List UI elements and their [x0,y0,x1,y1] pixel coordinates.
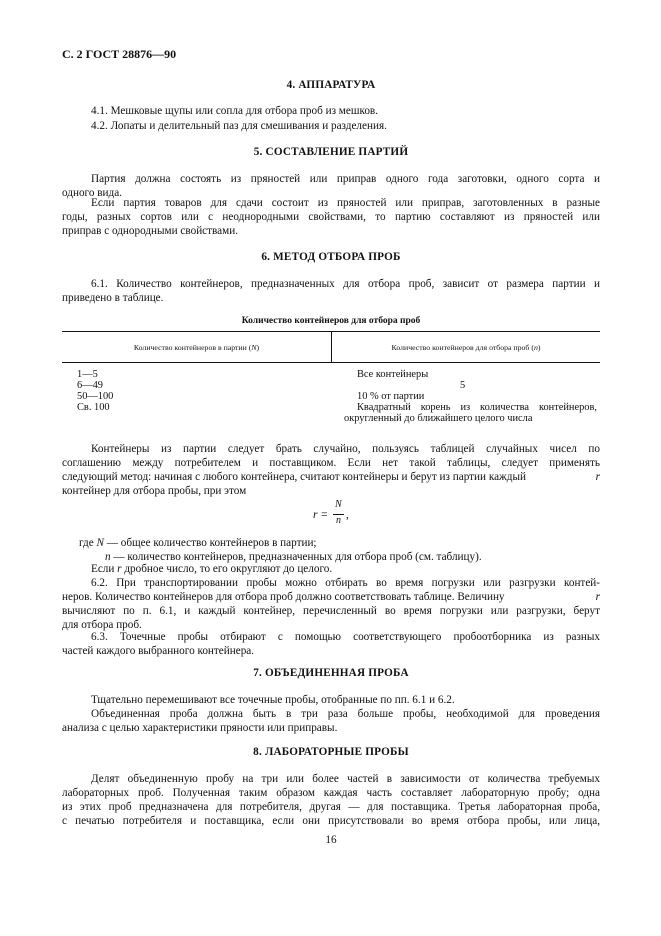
sec5-line-5: приправ с однородными свойствами. [62,225,238,237]
clause-6-2-line-2-var: r [595,591,600,603]
table-caption: Количество контейнеров для отбора проб [241,316,421,326]
section-5-title: 5. СОСТАВЛЕНИЕ ПАРТИЙ [253,146,409,158]
table-cell-left-3: 50—100 [77,391,114,402]
table-cell-right-3: 10 % от партии [357,391,425,402]
clause-6-2-line-3: вычисляют по п. 6.1, и каждый контейнер, перечисленный во время погрузки или разгрузки, берут [62,605,600,617]
clause-6-3-line-1: 6.3. Точечные пробы отбирают с помощью соответствующего пробоотборника из разных [91,631,600,643]
sec5-line-4: годы, разных сортов или с неоднородными свойствами, то партию составляют из пряностей или [62,211,600,223]
sec5-line-2: одного вида. [62,187,122,199]
sec7-line-1: Тщательно перемешивают все точечные пробы, отобранные по пп. 6.1 и 6.2. [91,694,455,706]
clause-6-2-line-4: для отбора проб. [62,619,142,631]
clause-6-2-line-1: 6.2. При транспортировании пробы можно отбирать во время погрузки или разгрузки контей- [91,577,600,589]
sec7-line-3: анализа с целью характеристики пряности или приправы. [62,722,338,734]
para-random-3 [62,470,600,484]
sec8-line-4: с печатью потребителя и поставщика, если они присутствовали во время отбора пробы, или лица, [62,815,600,827]
sec5-line-1: Партия должна состоять из пряностей или приправ одного года заготовки, одного сорта и [91,173,600,185]
table-cell-left-2: 6—49 [77,380,103,391]
section-4-title: 4. АППАРАТУРА [286,79,376,91]
para-random-2: соглашению между потребителем и поставщиком. Если нет такой таблицы, следует применять [62,457,600,469]
formula-denominator: n [336,515,341,526]
sec5-line-3: Если партия товаров для сдачи состоит из пряностей или приправ, заготовленных в разные [91,197,600,209]
para-random-3-text: следующий метод: начиная с любого контейнера, считают контейнеры и берут из партии каждый [62,471,526,483]
table-cell-left-4: Св. 100 [77,402,110,413]
clause-4-2: 4.2. Лопаты и делительный паз для смешивания и разделения. [91,120,387,132]
table-header-rule [62,362,600,363]
sec7-line-2: Объединенная проба должна быть в три раза больше пробы, необходимой для проведения [91,708,600,720]
table-cell-right-4a: Квадратный корень из количества контейнеров, [357,402,597,413]
table-cell-right-1: Все контейнеры [357,369,429,380]
formula-lhs: r = [313,509,329,521]
section-7-title: 7. ОБЪЕДИНЕННАЯ ПРОБА [253,667,409,679]
section-6-title: 6. МЕТОД ОТБОРА ПРОБ [261,251,401,263]
page-number: 16 [325,834,337,846]
where-line-3: Если r дробное число, то его округляют до целого. [91,563,333,575]
table-cell-right-4b: округленный до ближайшего целого числа [344,413,533,424]
sec8-line-1: Делят объединенную пробу на три или более частей в зависимости от количества требуемых [91,773,600,785]
formula-comma: , [346,509,349,521]
clause-6-1-line-2: приведено в таблице. [62,292,164,304]
clause-6-3-line-2: частей каждого выбранного контейнера. [62,645,255,657]
section-8-title: 8. ЛАБОРАТОРНЫЕ ПРОБЫ [253,746,409,758]
clause-4-1: 4.1. Мешковые щупы или сопла для отбора проб из мешков. [91,105,378,117]
clause-6-1-line-1: 6.1. Количество контейнеров, предназначенных для отбора проб, зависит от размера партии и [91,278,600,290]
clause-6-2-line-2-text: неров. Количество контейнеров для отбора проб должно соответствовать таблице. Величину [62,591,505,603]
where-line-2: n — количество контейнеров, предназначенных для отбора проб (см. таблицу). [105,551,482,563]
para-random-4: контейнер для отбора пробы, при этом [62,485,247,497]
document-header: С. 2 ГОСТ 28876—90 [62,47,177,61]
clause-6-2-line-2 [62,590,600,604]
table-header-col2: Количество контейнеров для отбора проб (n) [391,343,541,352]
table-cell-left-1: 1—5 [77,369,98,380]
where-line-1: где N — общее количество контейнеров в партии; [79,537,317,549]
para-random-1: Контейнеры из партии следует брать случайно, пользуясь таблицей случайных чисел по [91,443,600,455]
sec8-line-3: из этих проб предназначена для потребителя, другая — для поставщика. Третья лабораторная проба, [62,801,600,813]
para-random-3-var: r [595,471,600,483]
table-cell-right-2: 5 [460,380,466,391]
table-header-col1: Количество контейнеров в партии (N) [133,343,260,352]
formula-numerator: N [335,499,342,510]
sec8-line-2: лабораторных проб. Полученная таким образом каждая часть составляет лабораторную пробу; одна [62,787,600,799]
